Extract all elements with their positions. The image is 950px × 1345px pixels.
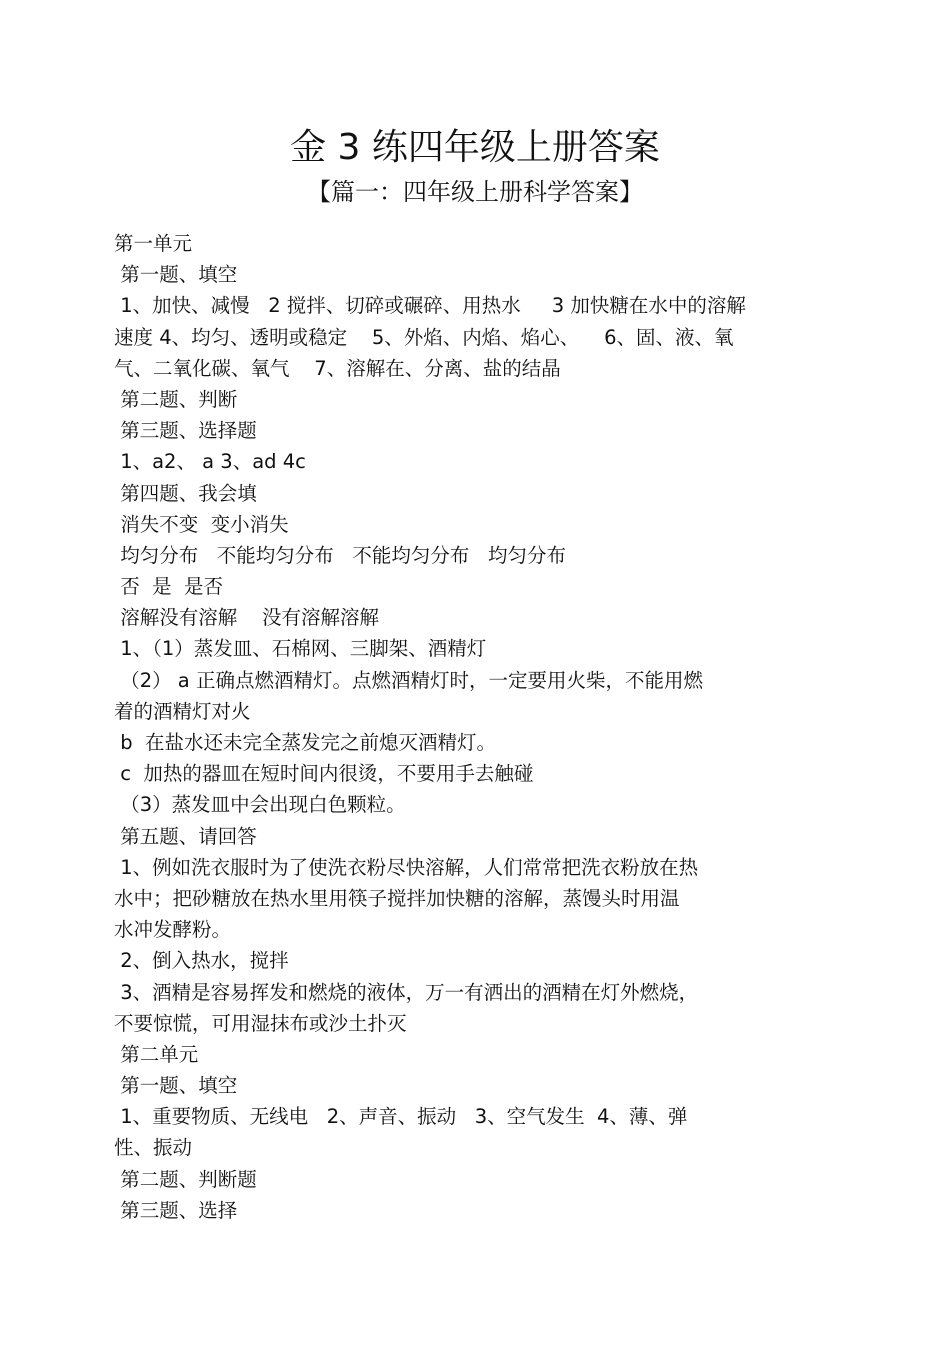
text-line: 1、（1）蒸发皿、石棉网、三脚架、酒精灯: [114, 637, 487, 661]
text-line: 水中；把砂糖放在热水里用筷子搅拌加快糖的溶解，蒸馒头时用温: [114, 886, 680, 910]
text-line: 溶解没有溶解 没有溶解溶解: [114, 606, 379, 630]
text-line: 第三题、选择题: [114, 419, 257, 443]
text-line: 第一单元: [114, 232, 193, 255]
text-line: （2） a 正确点燃酒精灯。点燃酒精灯时，一定要用火柴，不能用燃: [114, 668, 703, 692]
text-line: 性、振动: [114, 1136, 193, 1160]
text-line: 1、a2、 a 3、ad 4c: [114, 450, 306, 474]
text-line: 第二题、判断: [114, 387, 238, 411]
text-line: 第一题、填空: [114, 1074, 238, 1098]
document-title: 金 3 练四年级上册答案: [290, 127, 660, 168]
text-line: 第二单元: [114, 1042, 199, 1066]
text-line: 1、重要物质、无线电 2、声音、振动 3、空气发生 4、薄、弹: [114, 1105, 688, 1129]
text-line: 第二题、判断题: [114, 1167, 257, 1191]
text-line: 不要惊慌，可用湿抹布或沙土扑灭: [114, 1011, 407, 1035]
text-line: 1、例如洗衣服时为了使洗衣粉尽快溶解，人们常常把洗衣粉放在热: [114, 855, 699, 879]
text-line: 3、酒精是容易挥发和燃烧的液体，万一有洒出的酒精在灯外燃烧，: [114, 980, 699, 1004]
text-line: 气、二氧化碳、氧气 7、溶解在、分离、盐的结晶: [114, 356, 561, 380]
text-line: 2、倒入热水，搅拌: [114, 949, 289, 973]
text-line: 第三题、选择: [114, 1198, 238, 1222]
text-line: 着的酒精灯对火: [114, 699, 251, 723]
text-line: 均匀分布 不能均匀分布 不能均匀分布 均匀分布: [114, 543, 566, 567]
text-line: b 在盐水还未完全蒸发完之前熄灭酒精灯。: [114, 731, 496, 754]
text-line: 水冲发酵粉。: [114, 918, 232, 942]
text-line: 速度 4、均匀、透明或稳定 5、外焰、内焰、焰心、 6、固、液、氧: [114, 325, 734, 349]
text-line: 否 是 是否: [114, 575, 223, 599]
text-line: （3）蒸发皿中会出现白色颗粒。: [114, 793, 406, 817]
answer-content: [114, 228, 834, 1226]
text-line: 第四题、我会填: [114, 481, 257, 505]
document-subtitle: 【篇一：四年级上册科学答案】: [307, 178, 643, 206]
text-line: 第一题、填空: [114, 263, 238, 287]
text-line: 1、加快、减慢 2 搅拌、切碎或碾碎、用热水 3 加快糖在水中的溶解: [114, 294, 746, 318]
text-line: 消失不变 变小消失: [114, 512, 289, 536]
text-line: 第五题、请回答: [114, 824, 257, 848]
text-line: c 加热的器皿在短时间内很烫，不要用手去触碰: [114, 762, 534, 786]
